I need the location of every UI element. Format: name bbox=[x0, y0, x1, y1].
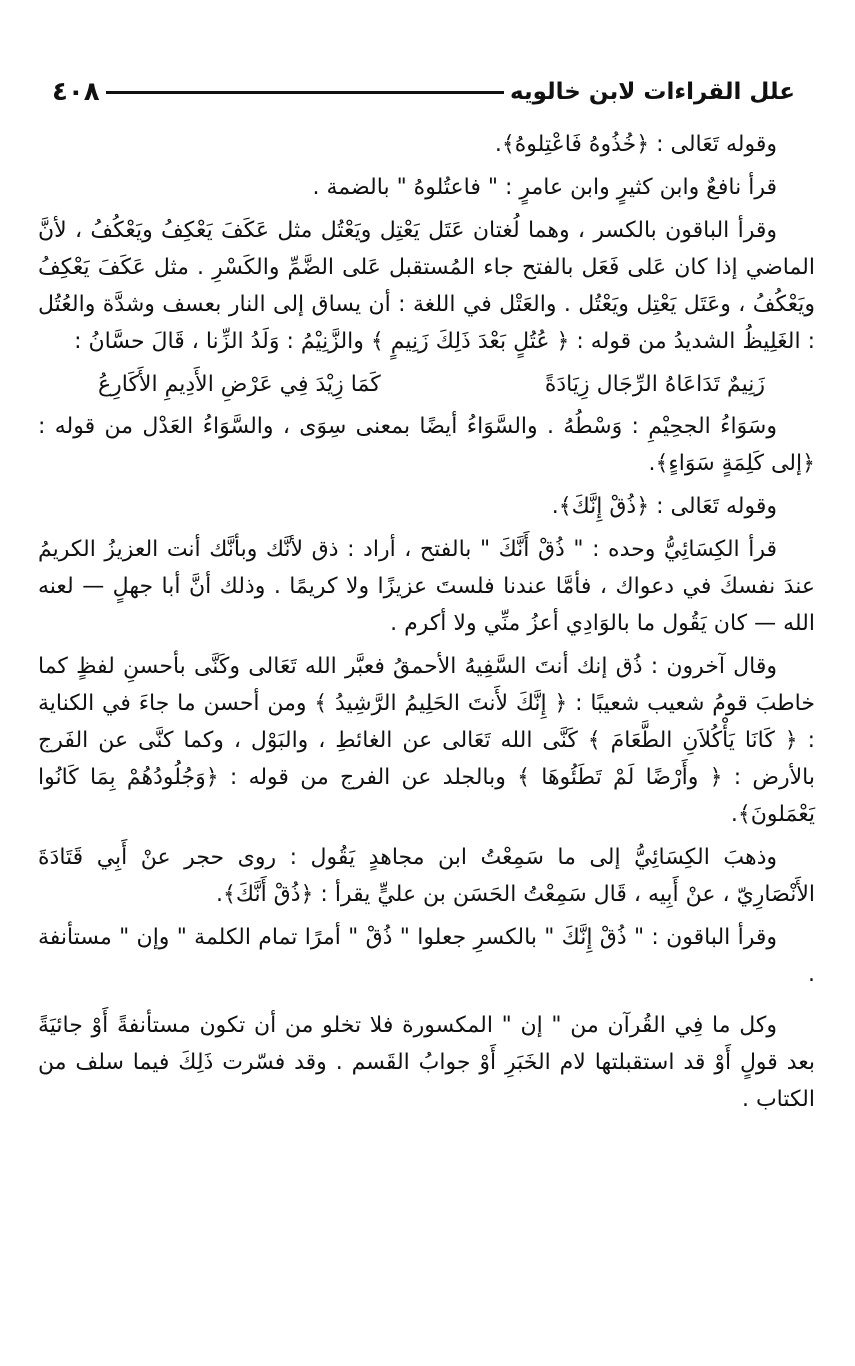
poetry-verse bbox=[38, 366, 815, 404]
verse-second-hemistich: كَمَا زِيْدَ فِي عَرْضِ الأَدِيمِ الأَكَارِعُ bbox=[98, 372, 381, 397]
paragraph: وقرأ الباقون بالكسر ، وهما لُغتان عَتَل يَعْتِل ويَعْتُل مثل عَكَفَ يَعْكِفُ ويَعْكُفُ ، لأنَّ الماضي إذا كان عَلى فَعَل بالفتح جاء المُستقبل عَلى الضَّمِّ والكَسْرِ . مثل عَكَفَ يَعْكِفُ ويَعْكُفُ ، وعَتَل يَعْتِل ويَعْتُل . والعَتْل في اللغة : أن يساق إلى النار بعسف وشدَّة والعُتُل : الغَلِيظُ الشديدُ من قوله : ﴿ عُتُلٍ بَعْدَ ذَلِكَ زَنِيمٍ ﴾ والزَّنِيْمُ : وَلَدُ الزِّنا ، قَالَ حسَّانُ : bbox=[38, 218, 815, 354]
page-number: ٤٠٨ bbox=[52, 77, 100, 107]
paragraph: وقوله تَعَالى : ﴿ذُقْ إِنَّكَ﴾. bbox=[551, 494, 777, 519]
paragraph: وذهبَ الكِسَائِيُّ إلى ما سَمِعْتُ ابن مجاهدٍ يَقُول : روى حجر عنْ أَبِي قَتَادَةَ الأَنْصَارِيّ ، عنْ أَبِيه ، قَال سَمِعْتُ الحَسَن بن عليٍّ يقرأ : ﴿ذُقْ أَنَّكَ﴾. bbox=[38, 845, 815, 907]
paragraph: وقال آخرون : ذُق إنك أنتَ السَّفِيهُ الأحمقُ فعبَّر الله تَعَالى وكَنَّى بأحسنِ لفظٍ كما خاطبَ قومُ شعيب شعيبًا : ﴿ إِنَّكَ لأَنتَ الحَلِيمُ الرَّشِيدُ ﴾ ومن أحسن ما جاءَ في الكناية : ﴿ كَانَا يَأْكُلاَنِ الطَّعَامَ ﴾ كَنَّى الله تَعَالى عن الغائطِ ، والبَوْل ، وكما كنَّى عن الفَرج بالأرض : ﴿ وأَرْضًا لَمْ تَطَئُوهَا ﴾ وبالجلد عن الفرج من قوله : ﴿وَجُلُودُهُمْ بِمَا كَانُوا يَعْمَلونَ﴾. bbox=[38, 654, 815, 827]
paragraph: وكل ما فِي القُرآن من " إن " المكسورة فلا تخلو من أن تكون مستأنفةً أَوْ جائيَةً بعد قولٍ أَوْ قد استقبلتها لام الخَبَرِ أَوْ جوابُ القَسم . وقد فسّرت ذَلِكَ فيما سلف من الكتاب . bbox=[38, 1013, 815, 1112]
paragraph: وسَوَاءُ الجحِيْمِ : وَسْطُهُ . والسَّوَاءُ أيضًا بمعنى سِوَى ، والسَّوَاءُ العَدْل من قوله : ﴿إلى كَلِمَةٍ سَوَاءٍ﴾. bbox=[38, 414, 815, 476]
page-header bbox=[36, 72, 811, 112]
paragraph: قرأ الكِسَائِيُّ وحده : " ذُقْ أَنَّكَ " بالفتح ، أراد : ذق لأنَّك وبأنَّك أنت العزيزُ الكريمُ عندَ نفسكَ في دعواك ، فأمَّا عندنا فلستَ عزيزًا ولا كريمًا . وذلك أنَّ أبا جهلٍ — لعنه الله — كان يَقُول ما بالوَادِي أعزُ منِّي ولا أكرم . bbox=[38, 537, 815, 636]
paragraph: وقوله تَعَالى : ﴿خُذُوهُ فَاعْتِلوهُ﴾. bbox=[494, 132, 777, 157]
header-rule bbox=[106, 91, 504, 94]
paragraph: قرأ نافعٌ وابن كثيرٍ وابن عامرٍ : " فاعتُلوهُ " بالضمة . bbox=[312, 175, 777, 200]
verse-first-hemistich: زَنِيمٌ تَدَاعَاهُ الرِّجَال زِيَادَةً bbox=[544, 372, 765, 397]
running-title: علل القراءات لابن خالويه bbox=[510, 79, 795, 105]
paragraph-gap bbox=[38, 999, 815, 1007]
paragraph: وقرأ الباقون : " ذُقْ إِنَّكَ " بالكسرِ جعلوا " ذُقْ " أمرًا تمام الكلمة " وإن " مستأنفة . bbox=[38, 925, 815, 987]
page-body bbox=[38, 126, 815, 1124]
